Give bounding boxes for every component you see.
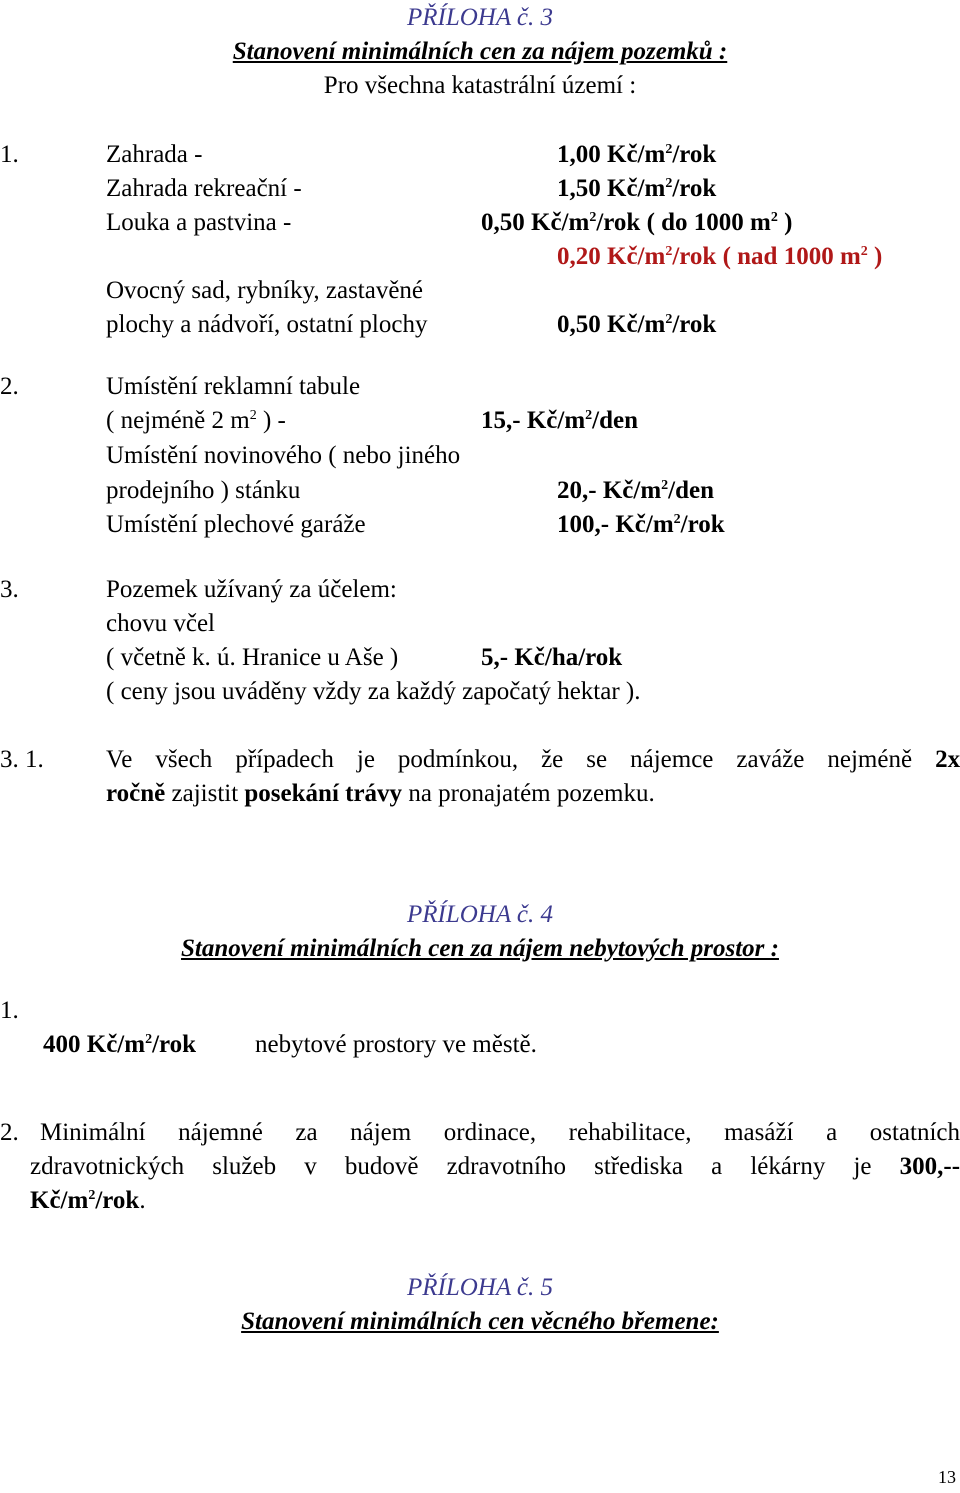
priloha5-title: PŘÍLOHA č. 5 bbox=[406, 1274, 554, 1301]
vcely-label-2: chovu včel bbox=[106, 610, 215, 637]
s1-number: 1. bbox=[0, 141, 19, 168]
louka-price-large: 0,20 $Kč/m^2$/rok ( nad 1000 $m^2$ ) bbox=[557, 243, 883, 270]
garaz-label: Umístění plechové garáže bbox=[106, 511, 366, 538]
p4-s1-number: 1. bbox=[0, 997, 19, 1024]
ovocny-label-2: plochy a nádvoří, ostatní plochy bbox=[106, 311, 428, 338]
stanek-price: 20,- $Kč/m^2$/den bbox=[557, 477, 714, 504]
s31-line-1: Ve všech případech je podmínkou, že se nájemce zaváže nejméně 2x bbox=[106, 746, 960, 773]
priloha3-title: PŘÍLOHA č. 3 bbox=[406, 4, 554, 31]
priloha4-title: PŘÍLOHA č. 4 bbox=[406, 901, 554, 928]
p4-s2-number: 2. bbox=[0, 1119, 19, 1146]
s31-number: 3. 1. bbox=[0, 746, 44, 773]
page-number: 13 bbox=[938, 1467, 956, 1487]
priloha3-scope: Pro všechna katastrální území : bbox=[323, 72, 637, 99]
s31-line-2: ročně zajistit posekání trávy na pronajatém pozemku. bbox=[106, 780, 655, 807]
louka-price: 0,50 $Kč/m^2$/rok ( do 1000 $m^2$ ) bbox=[481, 209, 793, 236]
vcely-label-3: ( včetně k. ú. Hranice u Aše ) bbox=[106, 644, 399, 671]
ovocny-label-1: Ovocný sad, rybníky, zastavěné bbox=[106, 277, 424, 304]
priloha3-subtitle: Stanovení minimálních cen za nájem pozemků : bbox=[232, 38, 728, 65]
priloha4-subtitle: Stanovení minimálních cen za nájem nebytových prostor : bbox=[181, 935, 779, 962]
priloha5-subtitle: Stanovení minimálních cen věcného břemene: bbox=[241, 1308, 719, 1335]
p4-s2-line-2: zdravotnických služeb v budově zdravotního střediska a lékárny je 300,-- bbox=[30, 1153, 960, 1180]
ovocny-price: 0,50 $Kč/m^2$/rok bbox=[557, 311, 717, 338]
p4-s2-line-3: $Kč/m^2$/rok. bbox=[30, 1187, 146, 1214]
reklama-price: 15,- $Kč/m^2$/den bbox=[481, 407, 638, 434]
zahrada-label: Zahrada - bbox=[106, 141, 203, 168]
p4-desc: nebytové prostory ve městě. bbox=[255, 1031, 537, 1058]
stanek-label-2: prodejního ) stánku bbox=[106, 477, 301, 504]
reklama-label-1: Umístění reklamní tabule bbox=[106, 373, 361, 400]
zahrada-price: 1,00 $Kč/m^2$/rok bbox=[557, 141, 717, 168]
p4-s2-line-1: Minimální nájemné za nájem ordinace, rehabilitace, masáží a ostatních bbox=[40, 1119, 960, 1146]
louka-label: Louka a pastvina - bbox=[106, 209, 292, 236]
rekreacni-price: 1,50 $Kč/m^2$/rok bbox=[557, 175, 717, 202]
vcely-label-1: Pozemek užívaný za účelem: bbox=[106, 576, 397, 603]
s3-number: 3. bbox=[0, 576, 19, 603]
p4-price: 400 $Kč/m^2$/rok bbox=[43, 1031, 197, 1058]
garaz-price: 100,- $Kč/m^2$/rok bbox=[557, 511, 725, 538]
reklama-label-2: ( nejméně 2 $m^2$ ) - bbox=[106, 407, 286, 434]
s2-number: 2. bbox=[0, 373, 19, 400]
stanek-label-1: Umístění novinového ( nebo jiného bbox=[106, 442, 461, 469]
rekreacni-label: Zahrada rekreační - bbox=[106, 175, 302, 202]
vcely-price: 5,- Kč/ha/rok bbox=[481, 644, 623, 671]
vcely-note: ( ceny jsou uváděny vždy za každý započatý hektar ). bbox=[106, 678, 641, 705]
